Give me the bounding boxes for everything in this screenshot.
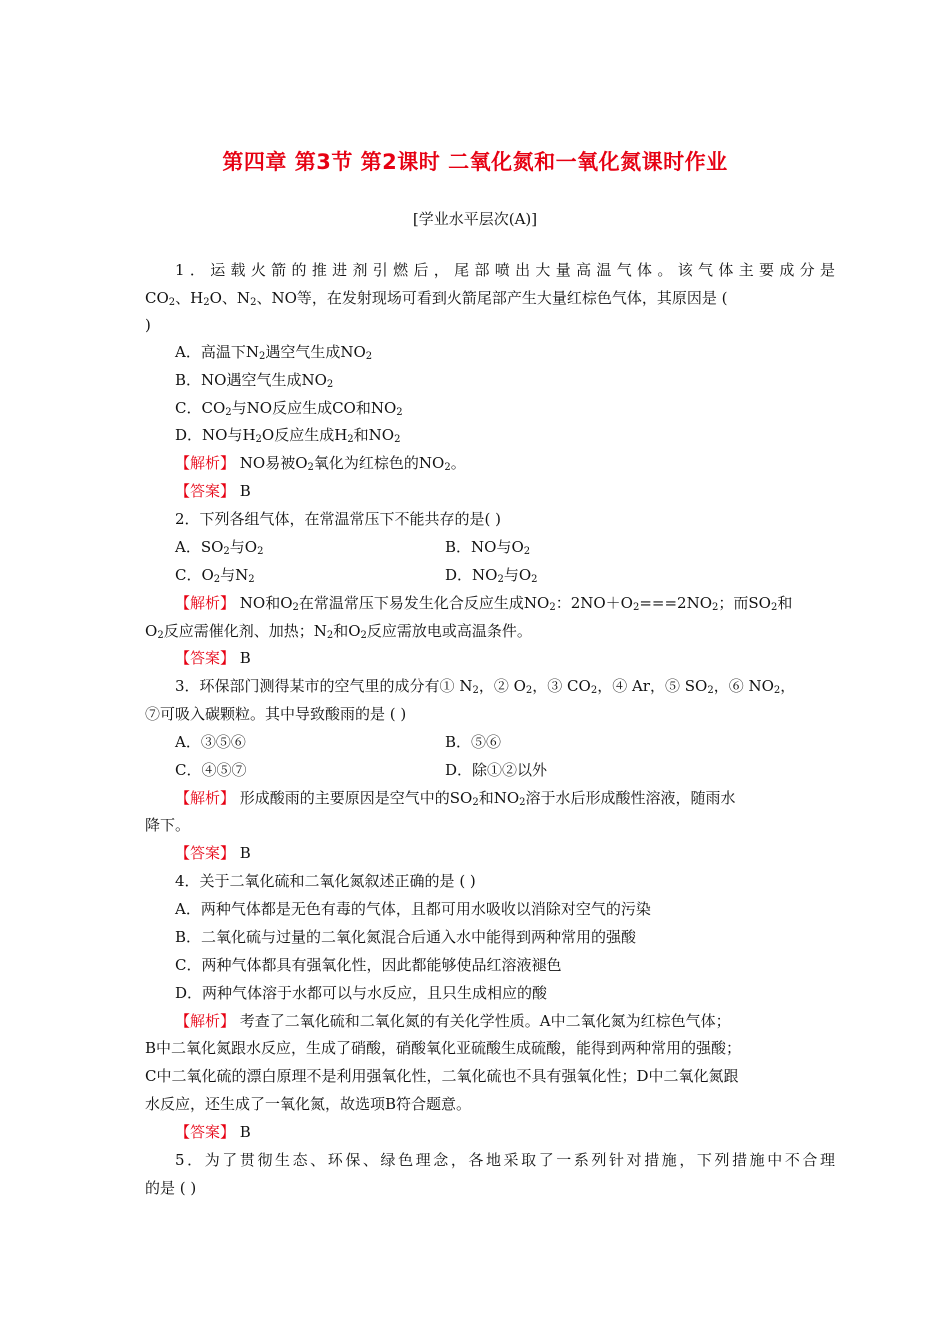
q4-option-c: C．两种气体都具有强氧化性，因此都能够使品红溶液褪色 [175, 956, 562, 974]
q4-analysis-line2: B中二氧化氮跟水反应，生成了硝酸，硝酸氧化亚硫酸生成硫酸，能得到两种常用的强酸； [145, 1039, 742, 1057]
q1-option-c: C．$CO_2$与NO反应生成CO和$NO_2$ [175, 399, 403, 418]
q2-option-d: D．$NO_2$与$O_2$ [445, 566, 538, 585]
q4-analysis-line4: 水反应，还生成了一氧化氮，故选项B符合题意。 [145, 1095, 472, 1113]
q4-answer: 【答案】 B [175, 1123, 251, 1141]
q5-stem-line1: 5．为了贯彻生态、环保、绿色理念，各地采取了一系列针对措施，下列措施中不合理 [175, 1151, 835, 1169]
q1-stem-line1: 1．运载火箭的推进剂引燃后，尾部喷出大量高温气体。该气体主要成分是 [175, 261, 835, 279]
q1-stem-line3: ) [145, 316, 151, 334]
q3-answer: 【答案】 B [175, 844, 251, 862]
q1-option-d: D．NO与$H_2O$反应生成$H_2$和$NO_2$ [175, 426, 401, 445]
q2-option-b: B．NO与$O_2$ [445, 538, 531, 557]
q3-option-b: B．⑤⑥ [445, 733, 502, 751]
q1-answer: 【答案】 B [175, 482, 251, 500]
q4-stem: 4．关于二氧化硫和二氧化氮叙述正确的是 ( ) [175, 872, 476, 890]
q4-option-d: D．两种气体溶于水都可以与水反应，且只生成相应的酸 [175, 984, 548, 1002]
q3-stem-line2: ⑦可吸入碳颗粒。其中导致酸雨的是 ( ) [145, 705, 407, 723]
q3-analysis-line1: 【解析】 形成酸雨的主要原因是空气中的$SO_2$和$NO_2$溶于水后形成酸性溶液，随雨水 [175, 789, 736, 808]
page-title: 第四章 第3节 第2课时 二氧化氮和一氧化氮课时作业 [222, 150, 728, 174]
q3-analysis-line2: 降下。 [145, 816, 191, 834]
q3-option-c: C．④⑤⑦ [175, 761, 247, 779]
q3-stem-line1: 3．环保部门测得某市的空气里的成分有① $N_2$，② $O_2$，③ $CO_2$，④ Ar，⑤ $SO_2$，⑥ $NO_2$， [175, 677, 796, 696]
analysis-tag: 【解析】 [175, 454, 236, 472]
q2-analysis-line2: $O_2$反应需催化剂、加热；$N_2$和$O_2$反应需放电或高温条件。 [145, 622, 532, 641]
q4-option-a: A．两种气体都是无色有毒的气体，且都可用水吸收以消除对空气的污染 [175, 900, 651, 918]
q4-option-b: B．二氧化硫与过量的二氧化氮混合后通入水中能得到两种常用的强酸 [175, 928, 637, 946]
q1-option-b: B．NO遇空气生成$NO_2$ [175, 371, 334, 390]
q4-analysis-line3: C中二氧化硫的漂白原理不是利用强氧化性，二氧化硫也不具有强氧化性；D中二氧化氮跟 [145, 1067, 739, 1085]
q3-option-d: D．除①②以外 [445, 761, 548, 779]
q1-stem-line2: $CO_2$、$H_2O$、$N_2$、NO等，在发射现场可看到火箭尾部产生大量红棕色气体，其原因是 ( [145, 289, 728, 308]
answer-tag: 【答案】 [175, 482, 236, 500]
q5-stem-line2: 的是 ( ) [145, 1179, 197, 1197]
q3-option-a: A．③⑤⑥ [175, 733, 246, 751]
q2-analysis-line1: 【解析】 NO和$O_2$在常温常压下易发生化合反应生成$NO_2$：$2NO+O_2===2NO_2$；而$SO_2$和 [175, 594, 793, 613]
q1-analysis: 【解析】 NO易被$O_2$氧化为红棕色的$NO_2$。 [175, 454, 466, 473]
q2-stem: 2．下列各组气体，在常温常压下不能共存的是( ) [175, 510, 502, 528]
q4-analysis-line1: 【解析】 考查了二氧化硫和二氧化氮的有关化学性质。A中二氧化氮为红棕色气体； [175, 1012, 731, 1030]
section-level-heading: [学业水平层次(A)] [412, 210, 538, 228]
q2-option-a: A．$SO_2$与$O_2$ [175, 538, 264, 557]
q2-answer: 【答案】 B [175, 649, 251, 667]
q1-option-a: A．高温下$N_2$遇空气生成$NO_2$ [175, 343, 373, 362]
q2-option-c: C．$O_2$与$N_2$ [175, 566, 255, 585]
